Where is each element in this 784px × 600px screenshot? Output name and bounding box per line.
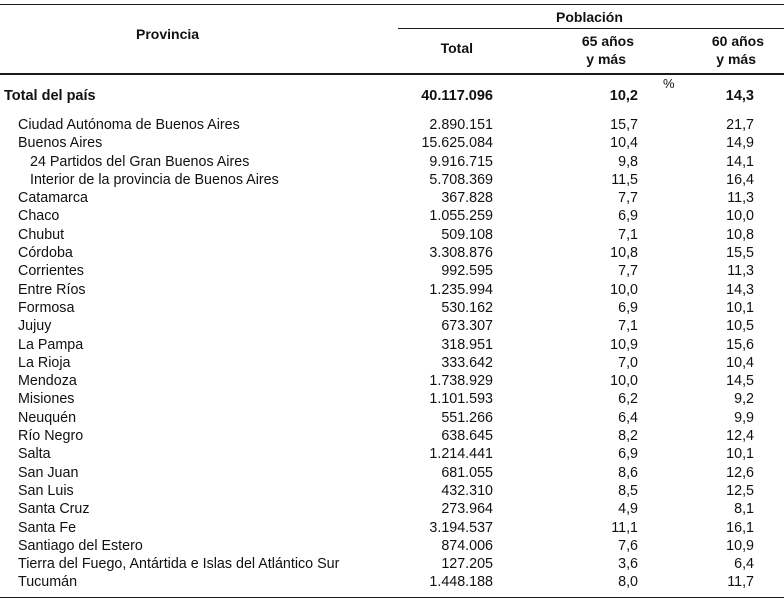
table-row <box>0 226 784 244</box>
row-60: 10,5 <box>726 318 754 335</box>
row-total: 673.307 <box>441 318 493 335</box>
table-row <box>0 445 784 463</box>
row-60: 15,6 <box>726 336 754 353</box>
row-60: 12,6 <box>726 464 754 481</box>
row-65: 8,2 <box>618 428 638 445</box>
header-total: Total <box>440 40 473 56</box>
bottom-rule <box>0 597 784 598</box>
table-row <box>0 427 784 445</box>
row-name: Corrientes <box>18 263 84 280</box>
row-name: 24 Partidos del Gran Buenos Aires <box>30 153 250 170</box>
table-row <box>0 354 784 372</box>
row-65: 6,9 <box>618 446 638 463</box>
row-name: Ciudad Autónoma de Buenos Aires <box>18 117 240 133</box>
table-body <box>0 116 784 592</box>
table-row <box>0 573 784 591</box>
table-row <box>0 409 784 427</box>
row-total: 1.235.994 <box>429 281 493 298</box>
header-60-line1: 60 años <box>711 33 764 49</box>
table-row <box>0 555 784 573</box>
row-total: 1.214.441 <box>429 446 493 463</box>
row-65: 6,4 <box>618 409 638 426</box>
row-total: 333.642 <box>441 354 493 371</box>
table-row <box>0 537 784 555</box>
row-60: 12,4 <box>726 428 754 445</box>
row-total: 3.308.876 <box>429 245 493 262</box>
row-name: Santa Fe <box>18 519 77 536</box>
row-total: 1.101.593 <box>429 391 493 408</box>
row-total: 15.625.084 <box>421 135 493 152</box>
table-row <box>0 153 784 171</box>
row-65: 8,5 <box>618 482 638 499</box>
total-row-total: 40.117.096 <box>421 88 493 104</box>
row-60: 11,3 <box>727 263 754 280</box>
row-name: Entre Ríos <box>18 281 86 298</box>
row-total: 318.951 <box>441 336 493 353</box>
row-60: 14,9 <box>726 135 754 152</box>
table-row <box>0 464 784 482</box>
row-65: 7,0 <box>618 354 638 371</box>
row-name: Chaco <box>18 208 60 225</box>
poblacion-rule <box>398 28 784 29</box>
row-name: Santiago del Estero <box>18 537 143 554</box>
row-total: 367.828 <box>441 190 493 207</box>
row-65: 3,6 <box>618 556 638 573</box>
row-65: 6,9 <box>618 208 638 225</box>
row-65: 7,7 <box>618 190 638 207</box>
row-60: 14,3 <box>726 281 754 298</box>
table-row <box>0 500 784 518</box>
header-60-line2: y más <box>716 51 756 67</box>
row-name: Misiones <box>18 391 75 408</box>
table-row <box>0 171 784 189</box>
row-60: 10,0 <box>726 208 754 225</box>
total-row <box>0 87 784 107</box>
row-name: Chubut <box>18 226 65 243</box>
row-total: 2.890.151 <box>429 117 493 133</box>
row-name: Neuquén <box>18 409 77 426</box>
row-name: La Pampa <box>18 336 84 353</box>
row-65: 7,7 <box>618 263 638 280</box>
table-row <box>0 116 784 134</box>
table-row <box>0 189 784 207</box>
row-60: 8,1 <box>734 501 754 518</box>
row-name: Buenos Aires <box>18 135 103 152</box>
row-name: Formosa <box>18 299 75 316</box>
row-name: Santa Cruz <box>18 501 90 518</box>
header-65-line2: y más <box>586 51 626 67</box>
row-65: 10,0 <box>610 281 638 298</box>
row-65: 8,0 <box>618 574 638 591</box>
table-row <box>0 482 784 500</box>
header-rule <box>0 73 784 75</box>
row-60: 10,1 <box>726 299 754 316</box>
row-total: 551.266 <box>441 409 493 426</box>
row-name: Interior de la provincia de Buenos Aires <box>30 171 279 188</box>
row-65: 10,4 <box>610 135 638 152</box>
row-65: 6,9 <box>618 299 638 316</box>
row-60: 9,9 <box>734 409 754 426</box>
table-row <box>0 390 784 408</box>
total-row-60: 14,3 <box>725 88 754 104</box>
row-name: Catamarca <box>18 190 88 207</box>
table-row <box>0 317 784 335</box>
row-65: 10,8 <box>610 245 638 262</box>
row-65: 8,6 <box>618 464 638 481</box>
row-name: La Rioja <box>18 354 71 371</box>
table-row <box>0 372 784 390</box>
row-total: 992.595 <box>441 263 493 280</box>
row-65: 7,1 <box>618 226 638 243</box>
total-row-name: Total del país <box>4 88 96 104</box>
row-60: 10,8 <box>726 226 754 243</box>
row-total: 127.205 <box>441 556 493 573</box>
row-total: 874.006 <box>441 537 493 554</box>
row-total: 638.645 <box>441 428 493 445</box>
table-row <box>0 281 784 299</box>
row-60: 11,3 <box>727 190 754 207</box>
row-name: San Luis <box>18 482 74 499</box>
row-60: 12,5 <box>726 482 754 499</box>
row-65: 7,6 <box>618 537 638 554</box>
row-name: Mendoza <box>18 373 77 390</box>
row-65: 10,0 <box>610 373 638 390</box>
row-total: 1.448.188 <box>429 574 493 591</box>
row-65: 6,2 <box>618 391 638 408</box>
row-60: 21,7 <box>726 117 754 133</box>
row-total: 509.108 <box>441 226 493 243</box>
table-row <box>0 262 784 280</box>
row-60: 11,7 <box>727 574 754 591</box>
table-row <box>0 299 784 317</box>
top-rule <box>0 4 784 5</box>
row-60: 9,2 <box>734 391 754 408</box>
row-total: 9.916.715 <box>429 153 493 170</box>
row-name: Río Negro <box>18 428 84 445</box>
row-60: 16,1 <box>726 519 754 536</box>
table-row <box>0 244 784 262</box>
row-60: 10,4 <box>726 354 754 371</box>
row-65: 7,1 <box>618 318 638 335</box>
row-name: Córdoba <box>18 245 73 262</box>
row-60: 10,9 <box>726 537 754 554</box>
row-total: 1.055.259 <box>429 208 493 225</box>
row-total: 1.738.929 <box>429 373 493 390</box>
row-60: 6,4 <box>734 556 754 573</box>
table-row <box>0 336 784 354</box>
row-name: Tierra del Fuego, Antártida e Islas del Atlántico Sur <box>18 556 340 573</box>
table-row <box>0 207 784 225</box>
row-65: 11,5 <box>611 171 638 188</box>
header-poblacion: Población <box>556 9 623 25</box>
row-total: 5.708.369 <box>429 171 493 188</box>
row-65: 15,7 <box>610 117 638 133</box>
table-row <box>0 134 784 152</box>
row-total: 681.055 <box>441 464 493 481</box>
row-65: 9,8 <box>618 153 638 170</box>
row-name: Jujuy <box>18 318 52 335</box>
row-total: 273.964 <box>441 501 493 518</box>
row-60: 14,5 <box>726 373 754 390</box>
percent-unit-label: % <box>663 76 675 91</box>
row-name: Tucumán <box>18 574 78 591</box>
row-65: 11,1 <box>611 519 638 536</box>
header-65-line1: 65 años <box>581 33 634 49</box>
row-total: 530.162 <box>441 299 493 316</box>
table-row <box>0 519 784 537</box>
row-60: 10,1 <box>726 446 754 463</box>
row-60: 15,5 <box>726 245 754 262</box>
row-total: 432.310 <box>441 482 493 499</box>
header-provincia: Provincia <box>136 26 200 42</box>
row-65: 4,9 <box>618 501 638 518</box>
row-total: 3.194.537 <box>429 519 493 536</box>
row-60: 14,1 <box>726 153 754 170</box>
total-row-65: 10,2 <box>609 88 638 104</box>
row-60: 16,4 <box>726 171 754 188</box>
row-name: Salta <box>18 446 51 463</box>
row-name: San Juan <box>18 464 79 481</box>
row-65: 10,9 <box>610 336 638 353</box>
